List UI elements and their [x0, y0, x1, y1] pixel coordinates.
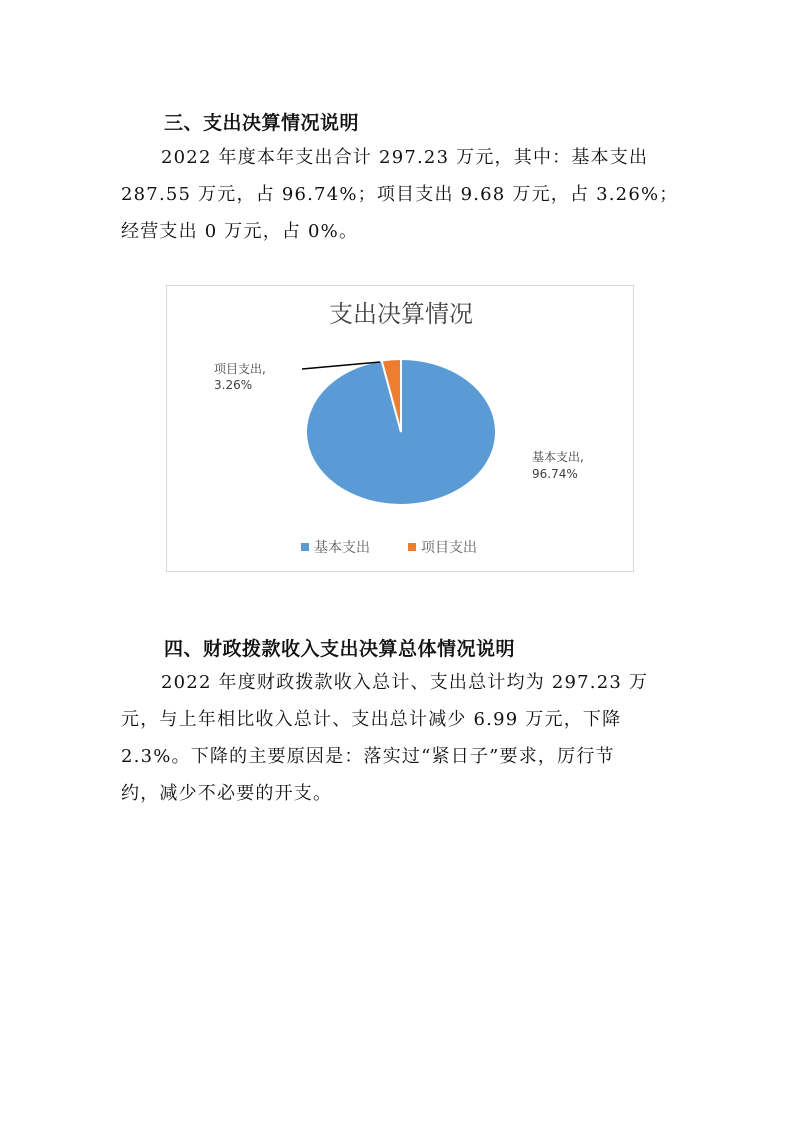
legend-swatch-project [408, 543, 416, 551]
slice-label-basic-value: 96.74% [532, 467, 578, 481]
slice-label-project-name: 项目支出, [214, 362, 266, 376]
paragraph-line: 元，与上年相比收入总计、支出总计减少 6.99 万元，下降 [121, 709, 622, 730]
legend-swatch-basic [301, 543, 309, 551]
section-4-heading: 四、财政拨款收入支出决算总体情况说明 [164, 638, 516, 660]
section-3-heading: 三、支出决算情况说明 [164, 112, 360, 134]
paragraph-line: 2022 年度本年支出合计 297.23 万元，其中：基本支出 [161, 147, 649, 168]
paragraph-line: 287.55 万元，占 96.74%；项目支出 9.68 万元，占 3.26%； [121, 184, 679, 205]
slice-label-project-value: 3.26% [214, 378, 253, 392]
paragraph-line: 经营支出 0 万元，占 0%。 [121, 221, 359, 242]
section-4-paragraph [121, 664, 681, 812]
legend-label-basic: 基本支出 [314, 540, 370, 556]
paragraph-line: 2022 年度财政拨款收入总计、支出总计均为 297.23 万 [161, 672, 649, 693]
chart-title: 支出决算情况 [329, 300, 473, 328]
expenditure-pie-chart [166, 285, 634, 572]
pie-slices [306, 359, 496, 505]
paragraph-line: 约，减少不必要的开支。 [121, 783, 333, 804]
slice-label-basic-name: 基本支出, [532, 450, 584, 464]
chart-svg [167, 286, 635, 573]
paragraph-line: 2.3%。下降的主要原因是：落实过“紧日子”要求，厉行节 [121, 746, 615, 767]
section-3-paragraph [121, 139, 681, 250]
legend-label-project: 项目支出 [421, 540, 477, 556]
